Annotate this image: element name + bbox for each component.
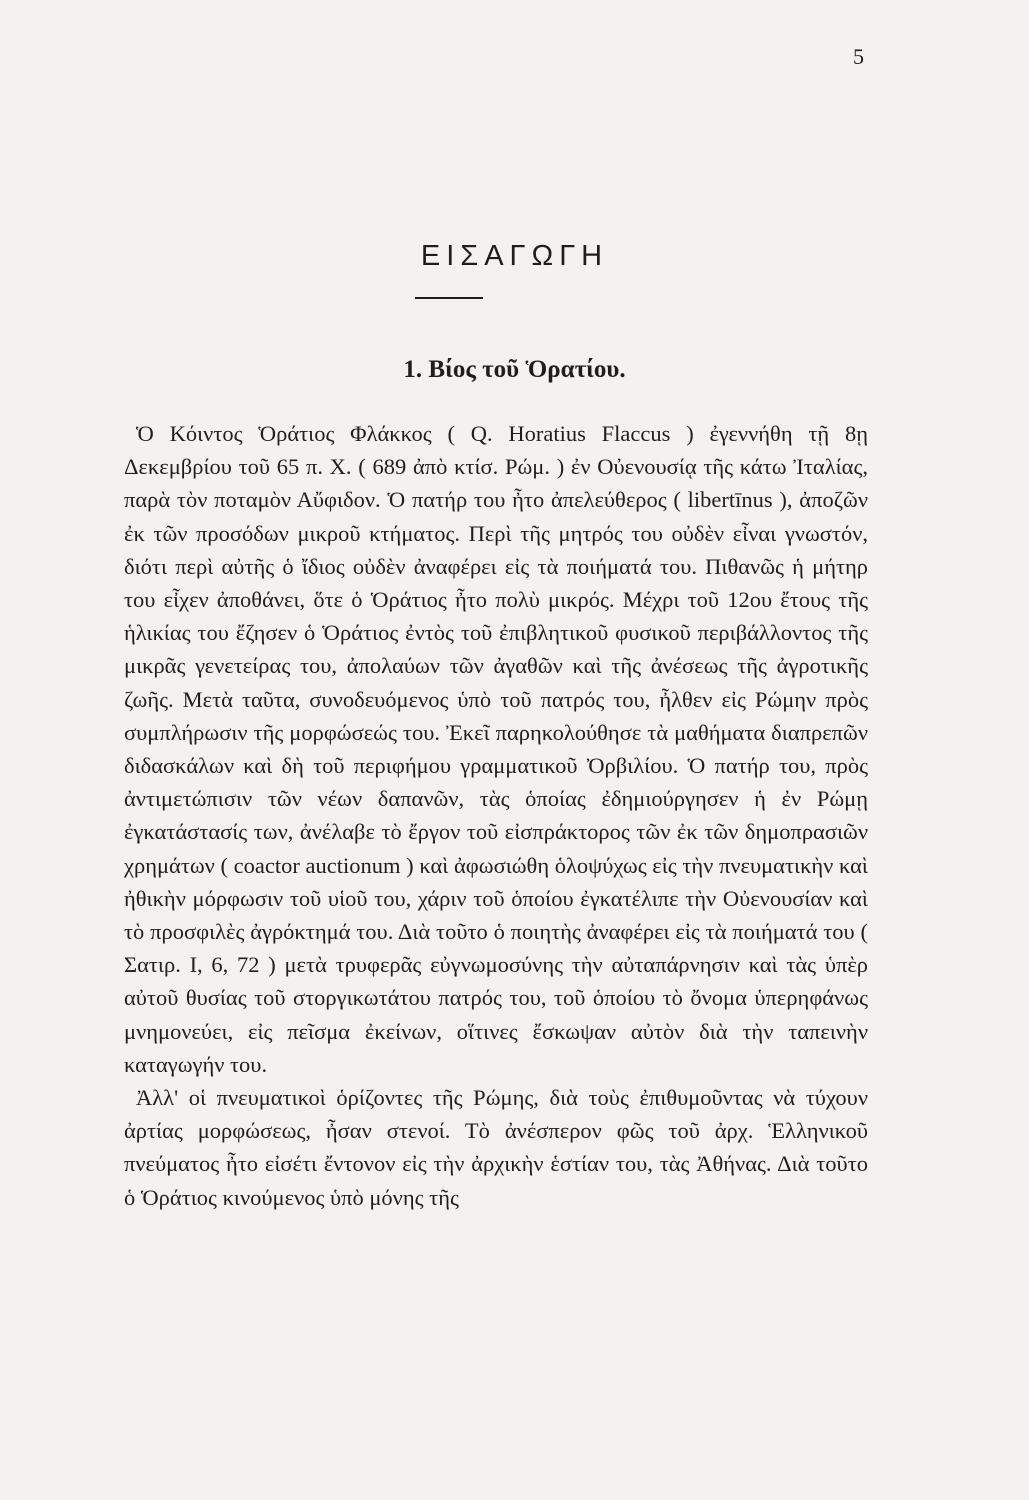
body-text	[124, 417, 868, 1214]
page-number: 5	[853, 44, 864, 69]
paragraph-1: Ὁ Κόιντος Ὁράτιος Φλάκκος ( Q. Horatius Flaccus ) ἐγεννήθη τῇ 8ῃ Δεκεμβρίου τοῦ 65 π. Χ. ( 689 ἀπὸ κτίσ. Ρώμ. ) ἐν Οὐενουσίᾳ τῆς κάτω Ἰταλίας, παρὰ τὸν ποταμὸν Αὔφιδον. Ὁ πατήρ του ἦτο ἀπελεύθερος ( libertīnus ), ἀποζῶν ἐκ τῶν προσόδων μικροῦ κτήματος. Περὶ τῆς μητρός του οὐδὲν εἶναι γνωστόν, διότι περὶ αὐτῆς ὁ ἴδιος οὐδὲν ἀναφέρει εἰς τὰ ποιήματά του. Πιθανῶς ἡ μήτηρ του εἶχεν ἀποθάνει, ὅτε ὁ Ὁράτιος ἦτο πολὺ μικρός. Μέχρι τοῦ 12ου ἔτους τῆς ἡλικίας του ἔζησεν ὁ Ὁράτιος ἐντὸς τοῦ ἐπιβλητικοῦ φυσικοῦ περιβάλλοντος τῆς μικρᾶς γενετείρας του, ἀπολαύων τῶν ἀγαθῶν καὶ τῆς ἀνέσεως τῆς ἀγροτικῆς ζωῆς. Μετὰ ταῦτα, συνοδευόμενος ὑπὸ τοῦ πατρός του, ἦλθεν εἰς Ρώμην πρὸς συμπλήρωσιν τῆς μορφώσεώς του. Ἐκεῖ παρηκολούθησε τὰ μαθήματα διαπρεπῶν διδασκάλων καὶ δὴ τοῦ περιφήμου γραμματικοῦ Ὀρβιλίου. Ὁ πατήρ του, πρὸς ἀντιμετώπισιν τῶν νέων δαπανῶν, τὰς ὁποίας ἐδημιούργησεν ἡ ἐν Ρώμῃ ἐγκατάστασίς των, ἀνέλαβε τὸ ἔργον τοῦ εἰσπράκτορος τῶν ἐκ τῶν δημοπρασιῶν χρημάτων ( coactor auctionum ) καὶ ἀφωσιώθη ὁλοψύχως εἰς τὴν πνευματικὴν καὶ ἠθικὴν μόρφωσιν τοῦ υἱοῦ του, χάριν τοῦ ὁποίου ἐγκατέλιπε τὴν Οὐενουσίαν καὶ τὸ προσφιλὲς ἀγρόκτημά του. Διὰ τοῦτο ὁ ποιητὴς ἀναφέρει εἰς τὰ ποιήματά του ( Σατιρ. I, 6, 72 ) μετὰ τρυφερᾶς εὐγνωμοσύνης τὴν αὐταπάρνησιν καὶ τὰς ὑπὲρ αὐτοῦ θυσίας τοῦ στοργικωτάτου πατρός του, τοῦ ὁποίου τὸ ὄνομα ὑπερηφάνως μνημονεύει, εἰς πεῖσμα ἐκείνων, οἵτινες ἔσκωψαν αὐτὸν διὰ τὴν ταπεινὴν καταγωγήν του.	[124, 421, 868, 1077]
paragraph-2: Ἀλλ' οἱ πνευματικοὶ ὁρίζοντες τῆς Ρώμης, διὰ τοὺς ἐπιθυμοῦντας νὰ τύχουν ἀρτίας μορφώσεως, ἦσαν στενοί. Τὸ ἀνέσπερον φῶς τοῦ ἀρχ. Ἑλληνικοῦ πνεύματος ἦτο εἰσέτι ἔντονον εἰς τὴν ἀρχικὴν ἑστίαν του, τὰς Ἀθήνας. Διὰ τοῦτο ὁ Ὁράτιος κινούμενος ὑπὸ μόνης τῆς	[124, 1085, 868, 1210]
chapter-title: ΕΙΣΑΓΩΓΗ	[420, 240, 609, 272]
title-divider	[415, 297, 483, 299]
section-heading: 1. Βίος τοῦ Ὁρατίου.	[403, 356, 626, 383]
